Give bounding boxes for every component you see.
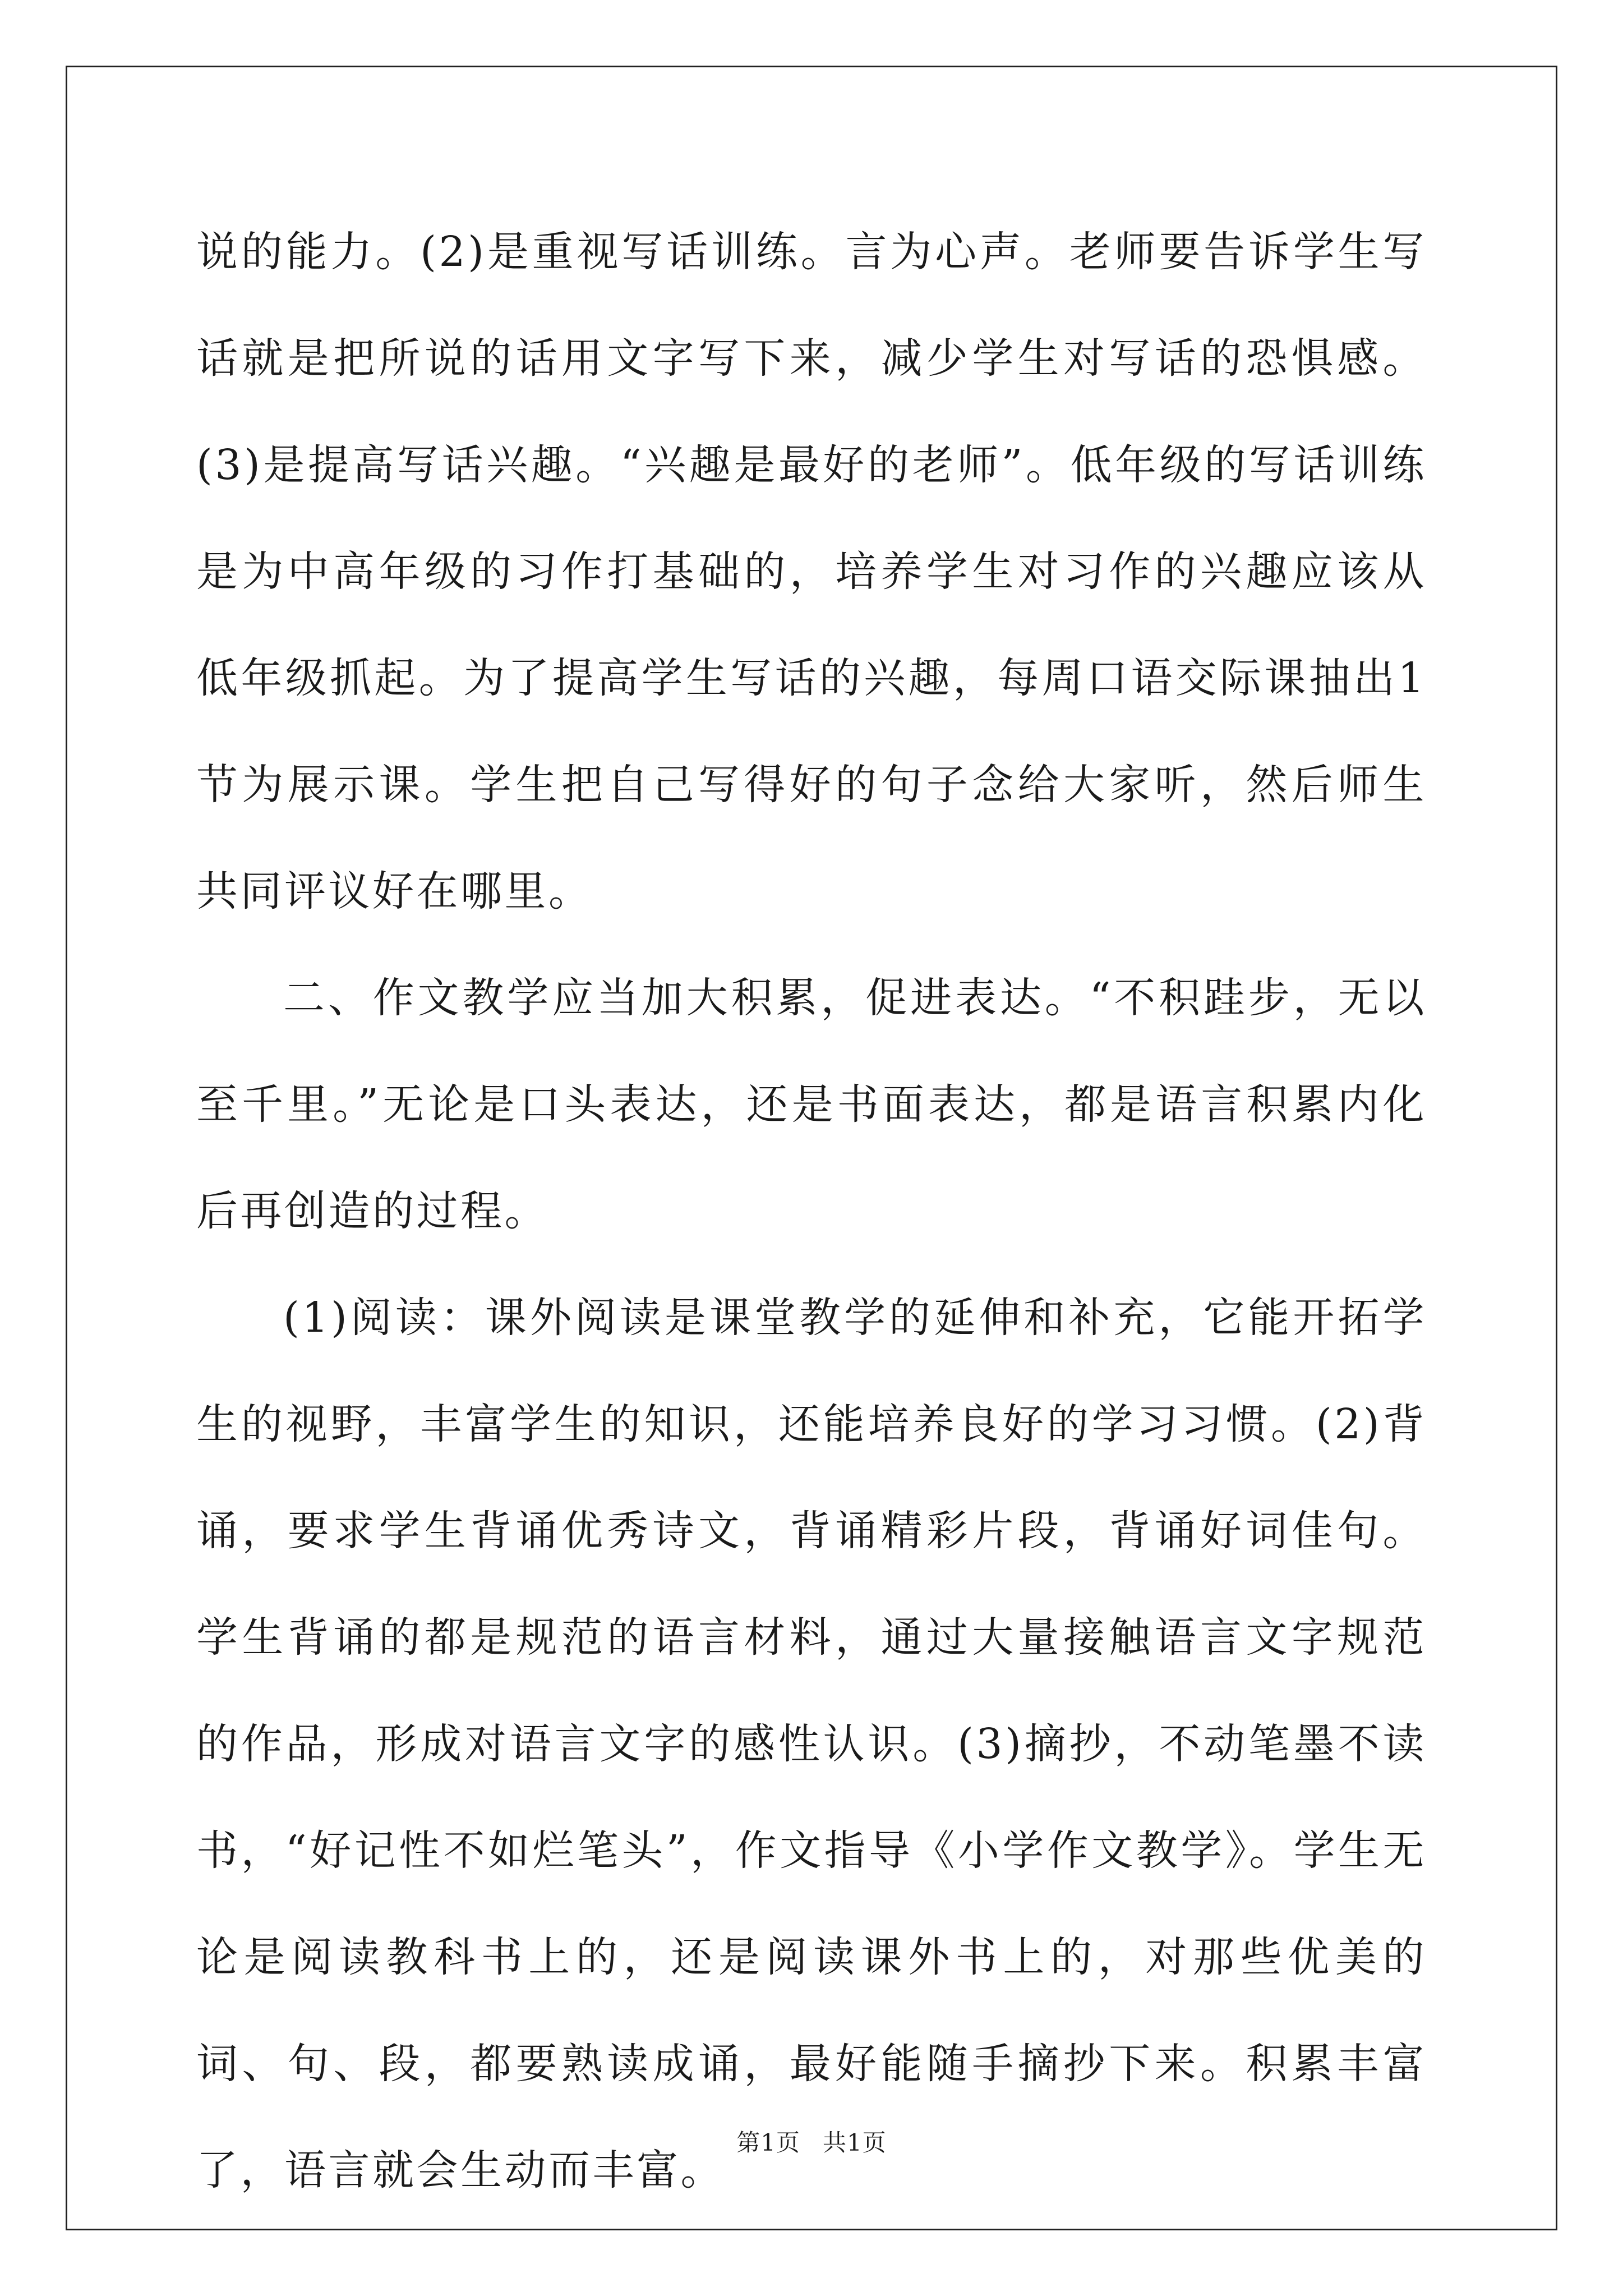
paragraph-2: 二、作文教学应当加大积累，促进表达。“不积跬步，无以至千里。”无论是口头表达，还是书面表达，都是语言积累内化后再创造的过程。 [196, 974, 1427, 1235]
page-number: 第1页 [736, 2129, 800, 2156]
paragraph-3: (1)阅读：课外阅读是课堂教学的延伸和补充，它能开拓学生的视野，丰富学生的知识，还能培养良好的学习习惯。(2)背诵，要求学生背诵优秀诗文，背诵精彩片段，背诵好词佳句。学生背诵的都是规范的语言材料，通过大量接触语言文字规范的作品，形成对语言文字的感性认识。(3)摘抄，不动笔墨不读书，“好记性不如烂笔头”，作文指导《小学作文教学》。学生无论是阅读教科书上的，还是阅读课外书上的，对那些优美的词、句、段，都要熟读成诵，最好能随手摘抄下来。积累丰富了，语言就会生动而丰富。 [196, 1294, 1427, 2194]
paragraph-1: 说的能力。(2)是重视写话训练。言为心声。老师要告诉学生写话就是把所说的话用文字写下来，减少学生对写话的恐惧感。(3)是提高写话兴趣。“兴趣是最好的老师”。低年级的写话训练是为中高年级的习作打基础的，培养学生对习作的兴趣应该从低年级抓起。为了提高学生写话的兴趣，每周口语交际课抽出1节为展示课。学生把自己写得好的句子念给大家听，然后师生共同评议好在哪里。 [196, 228, 1427, 915]
page-footer [0, 2126, 1623, 2160]
document-body [196, 199, 1427, 2224]
page-total: 共1页 [823, 2129, 887, 2156]
